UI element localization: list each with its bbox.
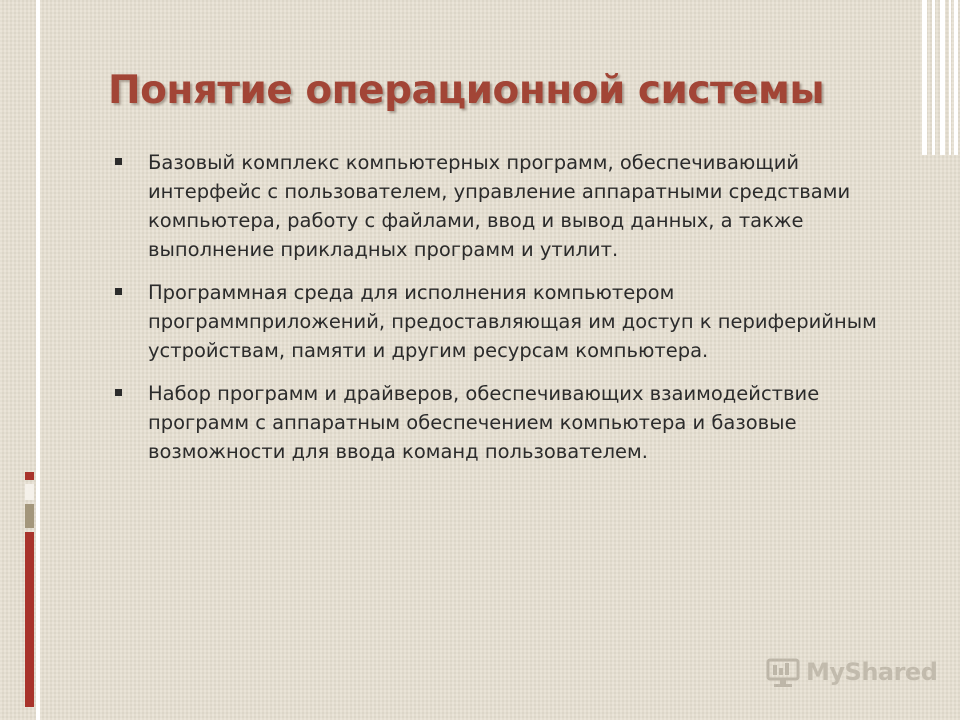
square-bullet-icon <box>115 158 122 165</box>
square-bullet-icon <box>115 389 122 396</box>
bullet-text: Программная среда для исполнения компьютером программприложений, предоставляющая им доступ к периферийным устройствам, памяти и другим ресурсам компьютера. <box>148 281 877 362</box>
left-tan-segment <box>25 504 34 528</box>
bullet-item <box>112 278 912 365</box>
bullet-item <box>112 379 912 466</box>
presentation-board-icon <box>766 656 800 688</box>
watermark-text: MyShared <box>806 658 938 686</box>
bullet-text: Базовый комплекс компьютерных программ, обеспечивающий интерфейс с пользователем, управление аппаратными средствами компьютера, работу с файлами, ввод и вывод данных, а также выполнение прикладных программ и утилит. <box>148 151 851 261</box>
left-red-segment-long <box>25 532 34 707</box>
square-bullet-icon <box>115 288 122 295</box>
right-edge-lines <box>920 0 960 155</box>
left-white-segment <box>25 484 34 500</box>
left-decorative-strip <box>0 0 44 720</box>
bullet-item <box>112 148 912 264</box>
left-red-segment-top <box>25 472 34 480</box>
bullet-text: Набор программ и драйверов, обеспечивающих взаимодействие программ с аппаратным обеспечением компьютера и базовые возможности для ввода команд пользователем. <box>148 382 820 463</box>
slide-title: Понятие операционной системы <box>108 68 825 113</box>
watermark <box>766 656 937 688</box>
bullet-list <box>112 148 912 480</box>
left-white-band <box>36 0 40 720</box>
